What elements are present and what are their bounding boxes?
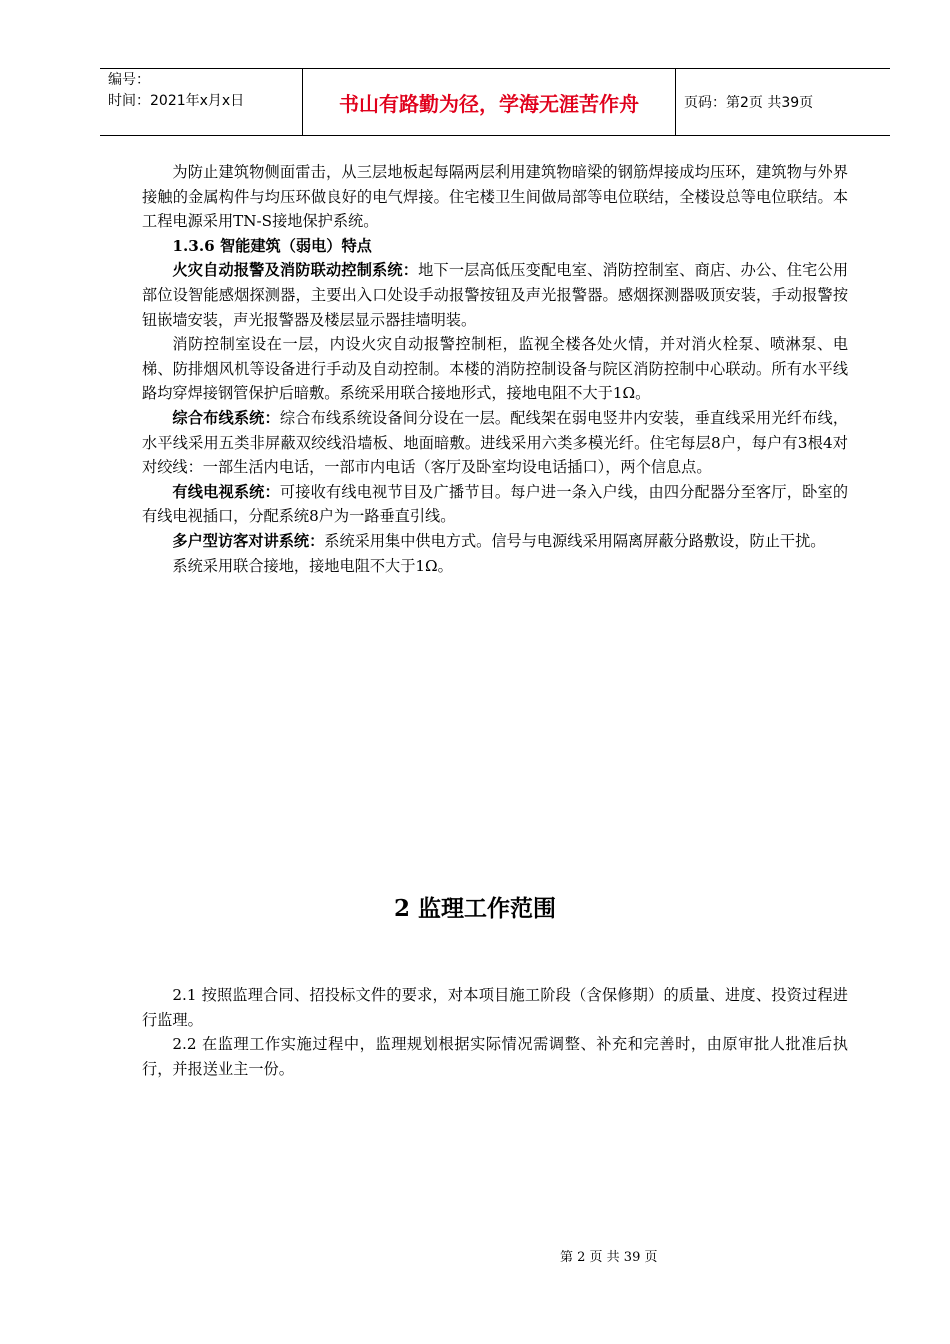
document-body [142,160,848,578]
catv-label: 有线电视系统： [172,482,280,501]
subheading-intelligent-building: 1.3.6 智能建筑（弱电）特点 [172,236,372,255]
section-body [142,983,848,1081]
header-meta [100,69,302,135]
intercom-text: 系统采用集中供电方式。信号与电源线采用隔离屏蔽分路敷设，防止干扰。 [324,531,826,550]
paragraph-fire-alarm [142,258,848,332]
cabling-label: 综合布线系统： [172,408,280,427]
paragraph-catv [142,480,848,529]
time-label: 时间：2021年x月x日 [108,93,245,109]
paragraph-lightning: 为防止建筑物侧面雷击，从三层地板起每隔两层利用建筑物暗梁的钢筋焊接成均压环，建筑物与外界接触的金属构件与均压环做良好的电气焊接。住宅楼卫生间做局部等电位联结，全楼设总等电位联结。本工程电源采用TN-S接地保护系统。 [142,163,848,231]
paragraph-cabling [142,406,848,480]
paragraph-intercom [142,529,848,554]
section-item-1: 2.1 按照监理合同、招投标文件的要求，对本项目施工阶段（含保修期）的质量、进度、投资过程进行监理。 [142,986,848,1029]
number-label: 编号： [108,72,150,88]
section-item-2: 2.2 在监理工作实施过程中，监理规划根据实际情况需调整、补充和完善时，由原审批人批准后执行，并报送业主一份。 [142,1035,848,1078]
paragraph-control-room: 消防控制室设在一层，内设火灾自动报警控制柜，监视全楼各处火情，并对消火栓泵、喷淋泵、电梯、防排烟风机等设备进行手动及自动控制。本楼的消防控制设备与院区消防控制中心联动。所有水平线路均穿焊接钢管保护后暗敷。系统采用联合接地形式，接地电阻不大于1Ω。 [142,335,848,403]
paragraph-grounding: 系统采用联合接地，接地电阻不大于1Ω。 [172,556,453,575]
intercom-label: 多户型访客对讲系统： [172,531,325,550]
fire-alarm-text: 地下一层高低压变配电室、消防控制室、商店、办公、住宅公用部位设智能感烟探测器，主要出入口处设手动报警按钮及声光报警器。感烟探测器吸顶安装，手动报警按钮嵌墙安装，声光报警器及楼层显示器挂墙明装。 [142,261,849,329]
header-page-info: 页码：第2页 共39页 [684,95,814,111]
document-header [100,68,890,136]
page-footer: 第 2 页 共 39 页 [560,1250,658,1265]
fire-alarm-label: 火灾自动报警及消防联动控制系统： [172,261,419,280]
header-motto: 书山有路勤为径，学海无涯苦作舟 [302,69,676,135]
cabling-text: 综合布线系统设备间分设在一层。配线架在弱电竖井内安装，垂直线采用光纤布线，水平线采用五类非屏蔽双绞线沿墙板、地面暗敷。进线采用六类多模光纤。住宅每层8户，每户有3根4对对绞线：一部生活内电话，一部市内电话（客厅及卧室均设电话插口），两个信息点。 [142,408,849,477]
catv-text: 可接收有线电视节目及广播节目。每户进一条入户线，由四分配器分至客厅，卧室的有线电视插口，分配系统8户为一路垂直引线。 [142,482,849,526]
section-title: 2 监理工作范围 [393,895,556,922]
